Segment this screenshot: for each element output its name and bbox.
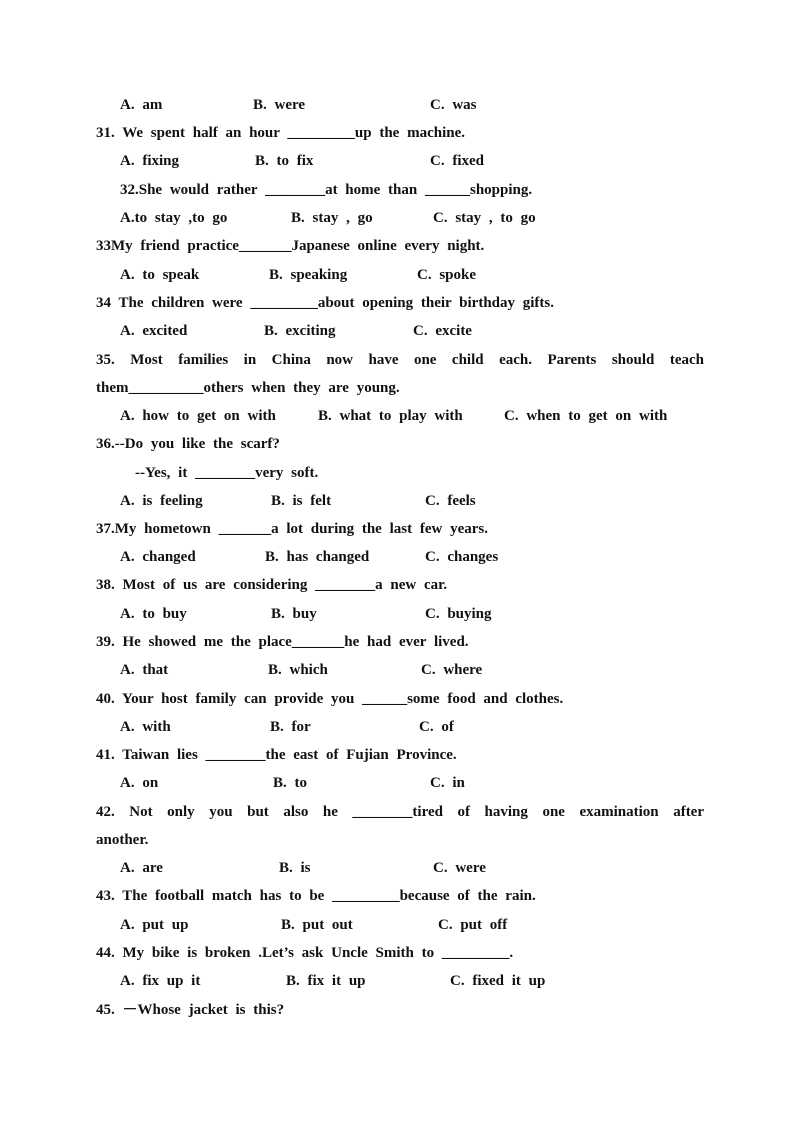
- option-a: A. is feeling: [120, 493, 203, 509]
- option-a: A. with: [120, 719, 171, 735]
- option-c: C. was: [430, 97, 477, 113]
- option-b: B. has changed: [265, 549, 370, 565]
- options-row-q32: [0, 208, 800, 228]
- option-c: C. were: [433, 860, 486, 876]
- option-c: C. excite: [413, 323, 472, 339]
- option-c: C. when to get on with: [504, 408, 668, 424]
- option-b: B. to: [273, 775, 307, 791]
- option-c: C. fixed: [430, 153, 484, 169]
- option-b: B. fix it up: [286, 973, 366, 989]
- option-c: C. put off: [438, 917, 508, 933]
- options-row-q43: [0, 915, 800, 935]
- question-45-stem: 45. －Whose jacket is this?: [96, 1002, 285, 1018]
- option-a: A. fixing: [120, 153, 180, 169]
- options-row-q31: [0, 151, 800, 171]
- option-a: A. put up: [120, 917, 189, 933]
- option-b: B. were: [253, 97, 306, 113]
- options-row-q39: [0, 660, 800, 680]
- options-row-q41: [0, 773, 800, 793]
- option-c: C. of: [419, 719, 454, 735]
- options-row-q33: [0, 265, 800, 285]
- option-c: C. fixed it up: [450, 973, 546, 989]
- options-row-q44: [0, 971, 800, 991]
- option-b: B. buy: [271, 606, 317, 622]
- option-b: B. to fix: [255, 153, 314, 169]
- question-42-stem-line-2: another.: [96, 832, 149, 848]
- question-32-stem: 32.She would rather ________at home than ______shopping.: [120, 182, 533, 198]
- option-c: C. buying: [425, 606, 492, 622]
- question-34-stem: 34 The children were _________about opening their birthday gifts.: [96, 295, 555, 311]
- question-33-stem: 33My friend practice_______Japanese online every night.: [96, 238, 485, 254]
- option-a: A. how to get on with: [120, 408, 276, 424]
- option-b: B. put out: [281, 917, 353, 933]
- option-c: C. feels: [425, 493, 476, 509]
- question-40-stem: 40. Your host family can provide you ______some food and clothes.: [96, 691, 564, 707]
- option-b: B. exciting: [264, 323, 336, 339]
- question-37-stem: 37.My hometown _______a lot during the last few years.: [96, 521, 488, 537]
- options-row-q36: [0, 491, 800, 511]
- question-43-stem: 43. The football match has to be _________because of the rain.: [96, 888, 536, 904]
- option-a: A. am: [120, 97, 163, 113]
- question-36-stem-line-1: 36.--Do you like the scarf?: [96, 436, 280, 452]
- option-b: B. which: [268, 662, 328, 678]
- option-a: A. on: [120, 775, 159, 791]
- option-a: A. are: [120, 860, 163, 876]
- question-38-stem: 38. Most of us are considering ________a new car.: [96, 577, 448, 593]
- option-c: C. changes: [425, 549, 499, 565]
- options-row-q35: [0, 406, 800, 426]
- option-b: B. is: [279, 860, 311, 876]
- question-31-stem: 31. We spent half an hour _________up the machine.: [96, 125, 465, 141]
- option-a: A. changed: [120, 549, 196, 565]
- option-a: A. to speak: [120, 267, 200, 283]
- question-36-stem-line-2: --Yes, it ________very soft.: [135, 465, 319, 481]
- option-a: A. excited: [120, 323, 188, 339]
- question-35-stem-line-2: them__________others when they are young.: [96, 380, 400, 396]
- option-a: A. to buy: [120, 606, 187, 622]
- question-41-stem: 41. Taiwan lies ________the east of Fujian Province.: [96, 747, 457, 763]
- options-row-q30: [0, 95, 800, 115]
- options-row-q42: [0, 858, 800, 878]
- option-c: C. spoke: [417, 267, 477, 283]
- options-row-q38: [0, 604, 800, 624]
- options-row-q40: [0, 717, 800, 737]
- option-a: A. that: [120, 662, 169, 678]
- question-39-stem: 39. He showed me the place_______he had ever lived.: [96, 634, 469, 650]
- option-a: A. fix up it: [120, 973, 201, 989]
- option-c: C. where: [421, 662, 483, 678]
- option-c: C. in: [430, 775, 465, 791]
- question-42-stem-line-1: 42. Not only you but also he ________tired of having one examination after: [96, 804, 704, 820]
- option-b: B. what to play with: [318, 408, 463, 424]
- question-35-stem-line-1: 35. Most families in China now have one child each. Parents should teach: [96, 352, 704, 368]
- option-b: B. for: [270, 719, 311, 735]
- options-row-q34: [0, 321, 800, 341]
- option-b: B. stay , go: [291, 210, 373, 226]
- option-c: C. stay , to go: [433, 210, 536, 226]
- option-b: B. speaking: [269, 267, 348, 283]
- question-44-stem: 44. My bike is broken .Let’s ask Uncle Smith to _________.: [96, 945, 514, 961]
- option-a: A.to stay ,to go: [120, 210, 228, 226]
- options-row-q37: [0, 547, 800, 567]
- option-b: B. is felt: [271, 493, 332, 509]
